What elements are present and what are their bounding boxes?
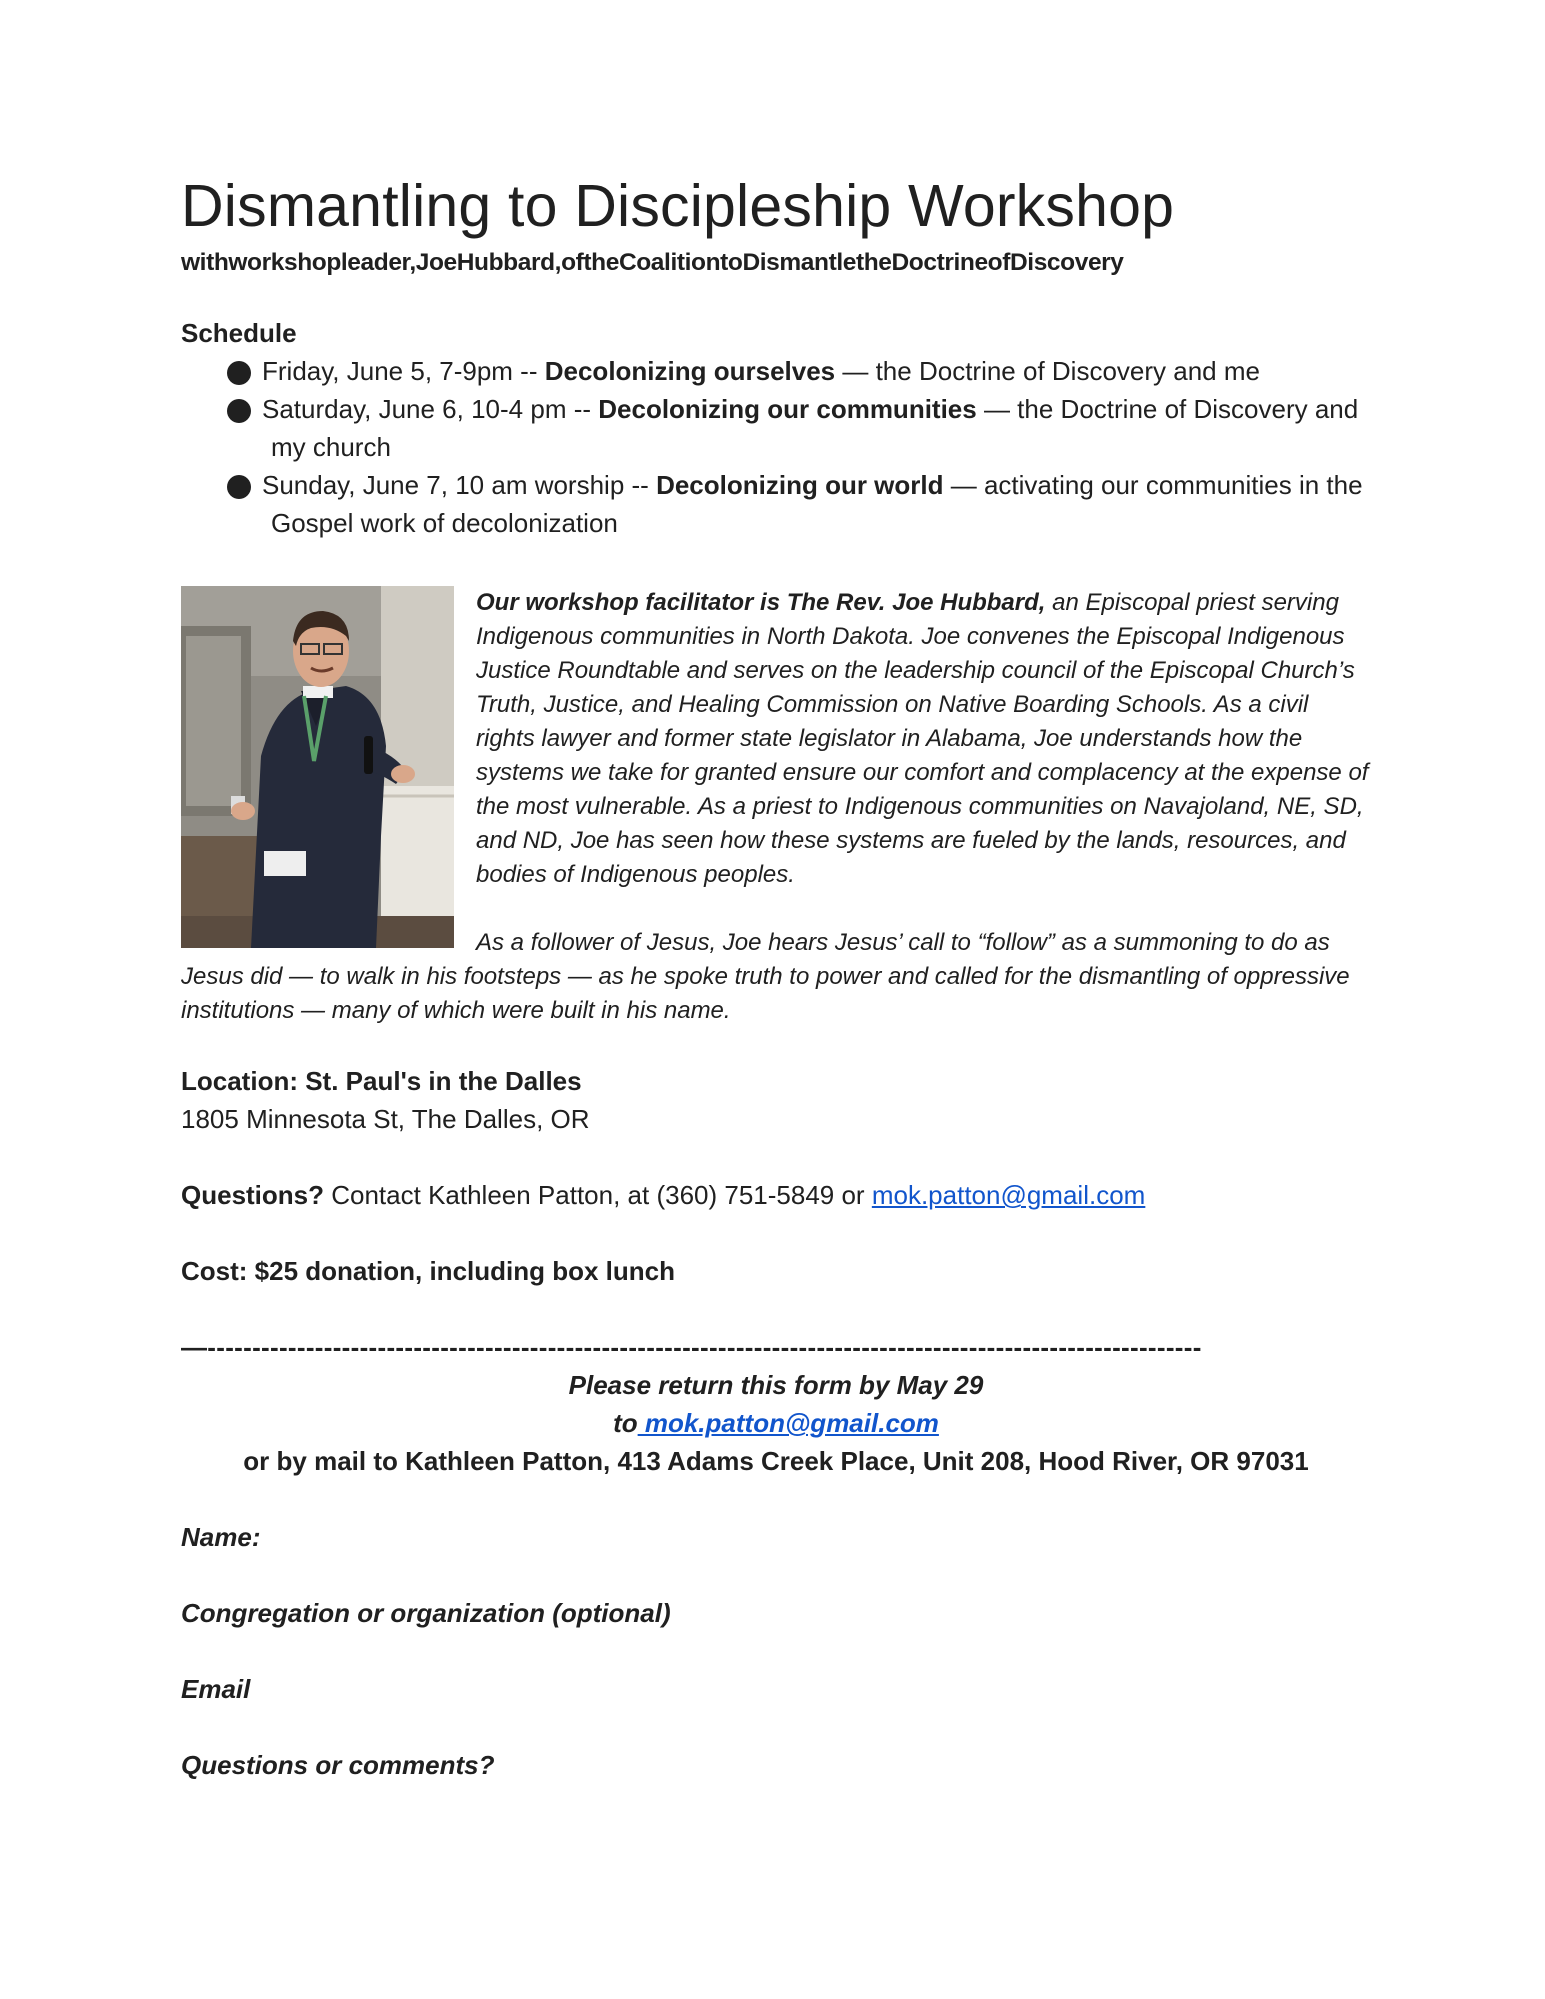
email-field-label: Email bbox=[181, 1674, 251, 1704]
contact-line bbox=[181, 1176, 1371, 1214]
contact-label: Questions? bbox=[181, 1180, 325, 1210]
contact-email-link[interactable]: mok.patton@gmail.com bbox=[871, 1180, 1146, 1210]
schedule-item-sunday bbox=[181, 466, 1371, 542]
return-by-line bbox=[181, 1366, 1371, 1404]
bio-paragraph-2: As a follower of Jesus, Joe hears Jesus’ call to “follow” as a summoning to do as Jesus did — to walk in his footsteps — as he spoke truth to power and called for the dismantling of oppressive institutions — many of which were built in his name. bbox=[181, 929, 1350, 1024]
schedule-item-title: Decolonizing ourselves bbox=[544, 356, 836, 386]
page-subtitle: withworkshopleader,JoeHubbard,oftheCoalitiontoDismantletheDoctrineofDiscovery bbox=[181, 249, 1124, 276]
schedule-item-time: Friday, June 5, 7-9pm -- bbox=[262, 356, 545, 386]
return-email-link[interactable]: mok.patton@gmail.com bbox=[637, 1408, 939, 1438]
bio-intro-text: an Episcopal priest serving Indigenous communities in North Dakota. Joe convenes the Episcopal Indigenous Justice Roundtable and serves on the leadership council of the Episcopal Church’s Truth, Justice, and Healing Commission on Native Boarding Schools. As a civil rights lawyer and former state legislator in Alabama, Joe understands how the systems we take for granted ensure our comfort and complacency at the expense of the most vulnerable. As a priest to Indigenous communities on Navajoland, NE, SD, and ND, Joe has seen how these systems are fueled by the lands, resources, and bodies of Indigenous peoples. bbox=[476, 589, 1369, 888]
form-divider: —--------------------------------------------------------------------------------------------------------------- bbox=[181, 1332, 1202, 1362]
facilitator-photo bbox=[181, 586, 454, 948]
cost-line: Cost: $25 donation, including box lunch bbox=[181, 1256, 675, 1286]
page-title: Dismantling to Discipleship Workshop bbox=[181, 173, 1175, 239]
schedule-item-title: Decolonizing our world bbox=[656, 470, 944, 500]
bullet-icon bbox=[227, 399, 251, 423]
schedule-item-title: Decolonizing our communities bbox=[598, 394, 977, 424]
return-by-text: Please return this form by May 29 bbox=[568, 1370, 984, 1400]
name-field-label: Name: bbox=[181, 1522, 261, 1552]
bullet-icon bbox=[227, 475, 251, 499]
location-address: 1805 Minnesota St, The Dalles, OR bbox=[181, 1104, 590, 1134]
contact-text: Contact Kathleen Patton, at (360) 751-5849 or bbox=[324, 1180, 872, 1210]
comments-field-label: Questions or comments? bbox=[181, 1750, 495, 1780]
mail-line: or by mail to Kathleen Patton, 413 Adams Creek Place, Unit 208, Hood River, OR 97031 bbox=[243, 1446, 1309, 1476]
schedule-list bbox=[181, 352, 1371, 542]
bullet-icon bbox=[227, 361, 251, 385]
schedule-item-friday bbox=[181, 352, 1371, 390]
document-content bbox=[181, 170, 1371, 1784]
schedule-item-description: — the Doctrine of Discovery and me bbox=[835, 356, 1260, 386]
schedule-item-saturday bbox=[181, 390, 1371, 466]
schedule-heading: Schedule bbox=[181, 318, 297, 348]
congregation-field-label: Congregation or organization (optional) bbox=[181, 1598, 671, 1628]
schedule-item-time: Sunday, June 7, 10 am worship -- bbox=[262, 470, 657, 500]
schedule-item-description: — activating our communities in the Gospel work of decolonization bbox=[271, 470, 1363, 538]
return-to-prefix: to bbox=[613, 1408, 638, 1438]
return-to-line bbox=[181, 1404, 1371, 1442]
location-label: Location: St. Paul's in the Dalles bbox=[181, 1066, 582, 1096]
bio-intro: Our workshop facilitator is The Rev. Joe Hubbard, bbox=[476, 589, 1046, 616]
schedule-item-description: — the Doctrine of Discovery and my church bbox=[271, 394, 1359, 462]
facilitator-bio bbox=[181, 586, 1371, 1028]
schedule-item-time: Saturday, June 6, 10-4 pm -- bbox=[262, 394, 599, 424]
